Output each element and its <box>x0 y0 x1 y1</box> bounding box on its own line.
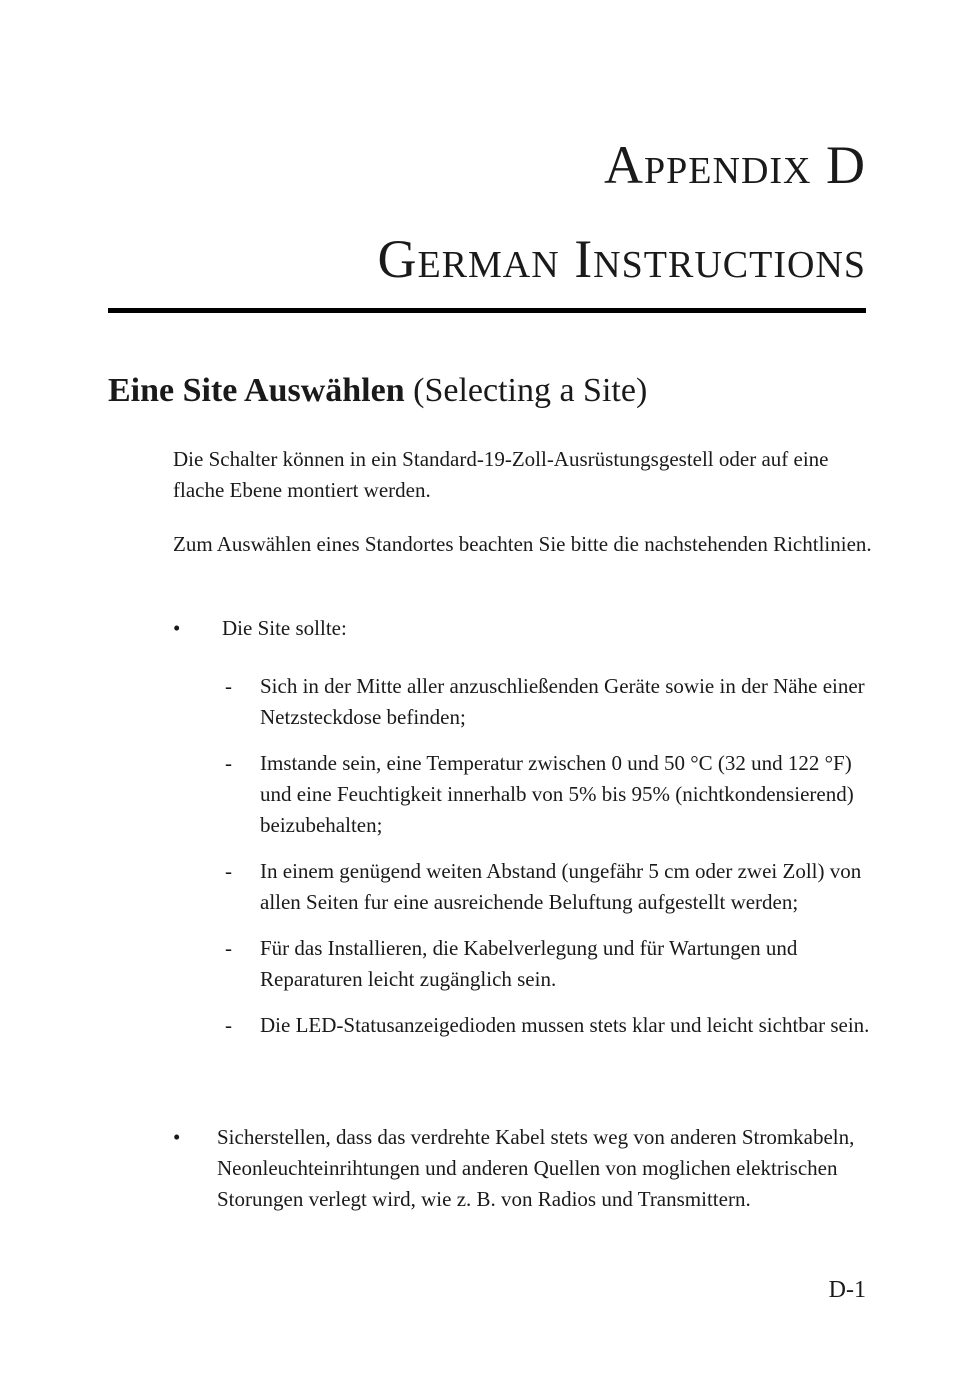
site-requirements-list <box>225 671 875 1056</box>
paragraph-guidelines: Zum Auswählen eines Standortes beachten Sie bitte die nachstehenden Richtlinien. <box>173 532 872 556</box>
sub-item-text: In einem genügend weiten Abstand (ungefähr 5 cm oder zwei Zoll) von allen Seiten fur eine ausreichende Beluftung aufgestellt werden; <box>260 859 862 914</box>
sub-item-text: Imstande sein, eine Temperatur zwischen 0 und 50 °C (32 und 122 °F) und eine Feuchtigkeit innerhalb von 5% bis 95% (nichtkondensierend) beizubehalten; <box>260 751 854 837</box>
section-heading <box>108 367 647 415</box>
title-divider <box>108 308 866 313</box>
page-number: D-1 <box>828 1277 866 1303</box>
page-title <box>377 118 866 306</box>
bullet-marker: • <box>173 1125 181 1149</box>
bullet-text: Sicherstellen, dass das verdrehte Kabel stets weg von anderen Stromkabeln, Neonleuchteinrihtungen und anderen Quellen von moglichen elektrischen Storungen verlegt wird, wie z. B. von Radios und Transmittern. <box>217 1125 855 1211</box>
title-line-german-instructions: German Instructions <box>377 229 866 289</box>
dash-marker: - <box>225 1013 232 1037</box>
paragraph-mounting: Die Schalter können in ein Standard-19-Zoll-Ausrüstungsgestell oder auf eine flache Ebene montiert werden. <box>173 447 829 502</box>
title-line-appendix: Appendix D <box>604 135 866 195</box>
sub-item-temperature <box>225 748 875 841</box>
dash-marker: - <box>225 859 232 883</box>
sub-item-ventilation <box>225 856 875 918</box>
dash-marker: - <box>225 936 232 960</box>
bullet-item-site <box>173 613 873 644</box>
dash-marker: - <box>225 751 232 775</box>
sub-item-text: Für das Installieren, die Kabelverlegung und für Wartungen und Reparaturen leicht zugänglich sein. <box>260 936 798 991</box>
sub-item-text: Die LED-Statusanzeigedioden mussen stets klar und leicht sichtbar sein. <box>260 1013 870 1037</box>
sub-item-led-visibility <box>225 1010 875 1041</box>
section-heading-bold: Eine Site Auswählen <box>108 372 405 409</box>
bullet-item-cabling <box>173 1122 873 1215</box>
sub-item-text: Sich in der Mitte aller anzuschließenden Geräte sowie in der Nähe einer Netzsteckdose befinden; <box>260 674 865 729</box>
sub-item-location <box>225 671 875 733</box>
bullet-text: Die Site sollte: <box>222 616 347 640</box>
dash-marker: - <box>225 674 232 698</box>
section-heading-subtitle: (Selecting a Site) <box>413 372 648 409</box>
bullet-marker: • <box>173 616 181 640</box>
sub-item-accessibility <box>225 933 875 995</box>
